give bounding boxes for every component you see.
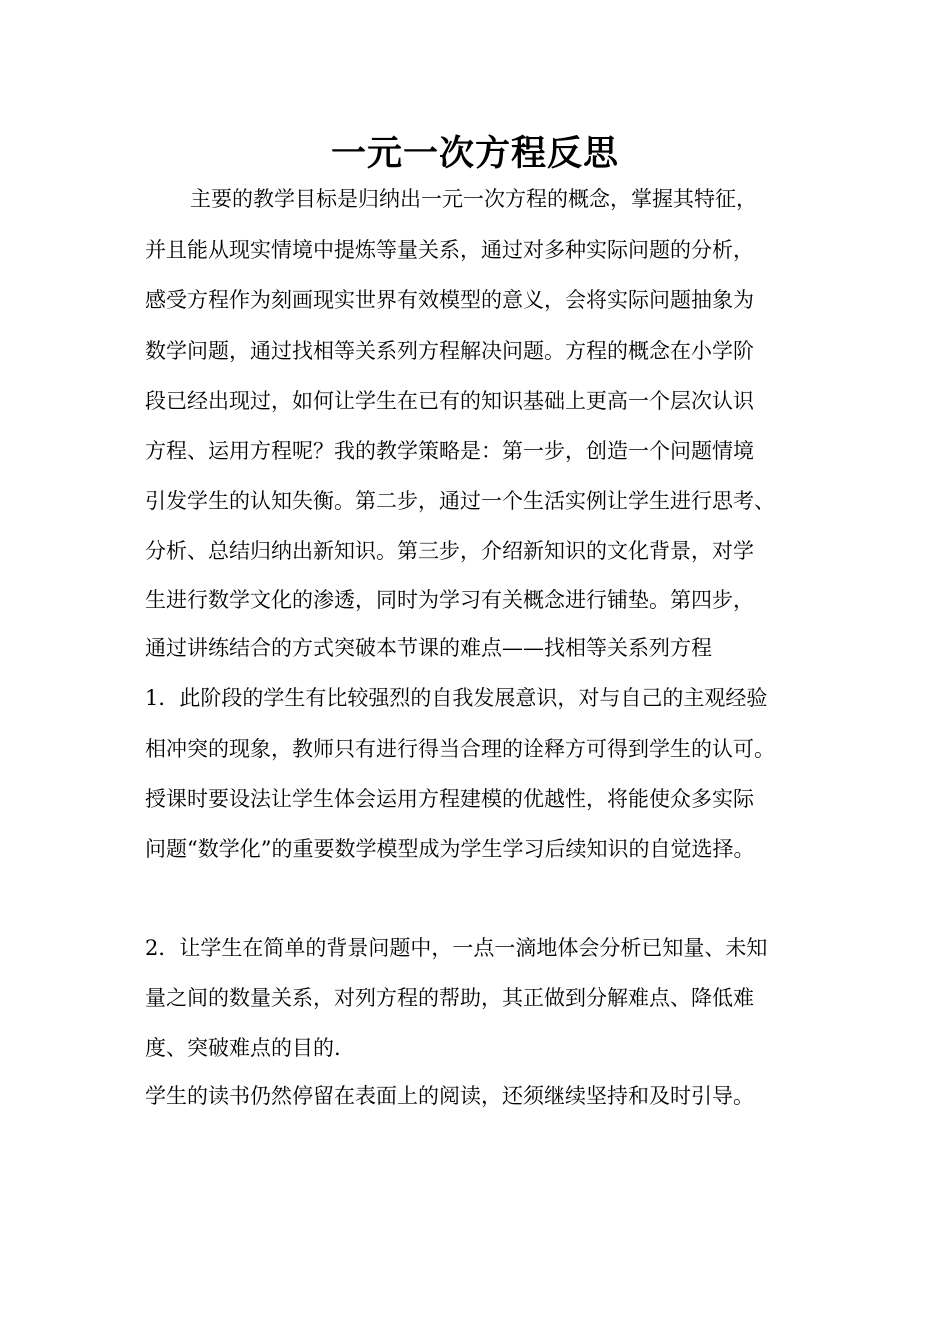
page-title: 一元一次方程反思: [330, 133, 619, 174]
text-line: 度、突破难点的目的.: [145, 1036, 341, 1060]
text-line: 主要的教学目标是归纳出一元一次方程的概念，掌握其特征，: [190, 187, 757, 211]
text-line: 数学问题，通过找相等关系列方程解决问题。方程的概念在小学阶: [145, 339, 754, 363]
text-line: 段已经出现过，如何让学生在已有的知识基础上更高一个层次认识: [145, 389, 754, 413]
text-line: 并且能从现实情境中提炼等量关系，通过对多种实际问题的分析，: [145, 238, 754, 262]
text-line: 1．此阶段的学生有比较强烈的自我发展意识，对与自己的主观经验: [145, 686, 768, 710]
text-line: 问题“数学化”的重要数学模型成为学生学习后续知识的自觉选择。: [145, 837, 755, 861]
text-line: 引发学生的认知失衡。第二步，通过一个生活实例让学生进行思考、: [145, 489, 775, 513]
text-line: 分析、总结归纳出新知识。第三步，介绍新知识的文化背景，对学: [145, 539, 754, 563]
text-line: 授课时要设法让学生体会运用方程建模的优越性，将能使众多实际: [145, 787, 754, 811]
text-line: 相冲突的现象，教师只有进行得当合理的诠释方可得到学生的认可。: [145, 737, 775, 761]
text-line: 感受方程作为刻画现实世界有效模型的意义，会将实际问题抽象为: [145, 288, 754, 312]
text-line: 2．让学生在简单的背景问题中，一点一滴地体会分析已知量、未知: [145, 936, 768, 960]
text-line: 学生的读书仍然停留在表面上的阅读，还须继续坚持和及时引导。: [145, 1084, 754, 1108]
text-line: 生进行数学文化的渗透，同时为学习有关概念进行铺垫。第四步，: [145, 588, 754, 612]
text-line: 方程、运用方程呢？我的教学策略是：第一步，创造一个问题情境: [145, 439, 754, 463]
text-line: 量之间的数量关系，对列方程的帮助，其正做到分解难点、降低难: [145, 986, 754, 1010]
text-line: 通过讲练结合的方式突破本节课的难点——找相等关系列方程: [145, 636, 712, 660]
